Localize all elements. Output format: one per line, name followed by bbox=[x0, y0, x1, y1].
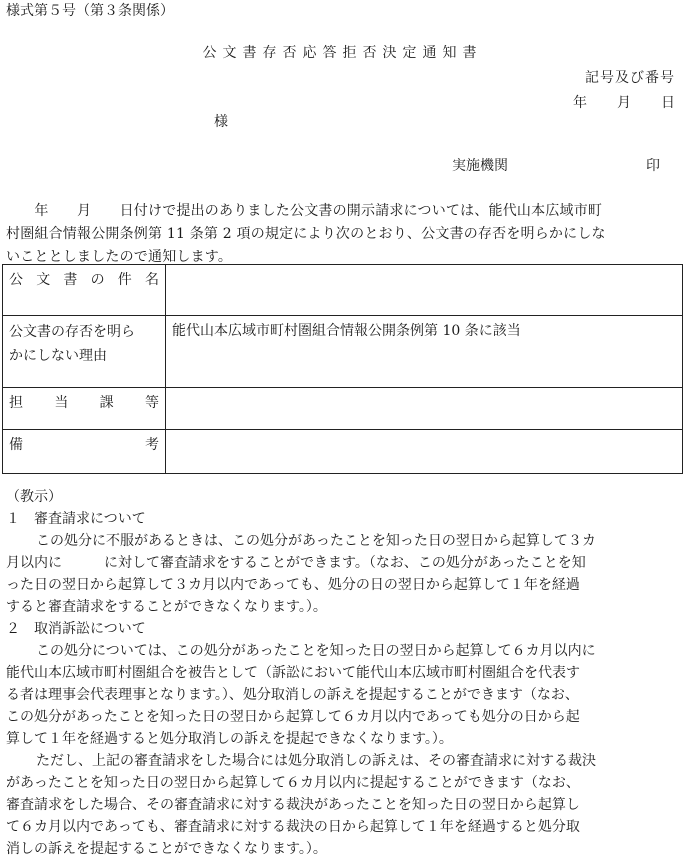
date-day: 日 bbox=[661, 95, 675, 111]
item2-line: ただし、上記の審査請求をした場合には処分取消しの訴えは、その審査請求に対する裁決 bbox=[36, 753, 596, 769]
item2-line: 審査請求をした場合、その審査請求に対する裁決があったことを知った日の翌日から起算し bbox=[6, 797, 580, 813]
item2-line: る者は理事会代表理事となります。）、処分取消しの訴えを提起することができます（なお、 bbox=[6, 687, 579, 703]
table-row-remarks bbox=[3, 430, 683, 474]
value-document-name bbox=[166, 265, 683, 316]
item1-line: った日の翌日から起算して３カ月以内であっても、処分の日の翌日から起算して１年を経過 bbox=[6, 577, 580, 593]
intro-line: 村圏組合情報公開条例第 11 条第 2 項の規定により次のとおり、公文書の存否を明らかにしな bbox=[6, 226, 606, 242]
intro-line: いこととしましたので通知します。 bbox=[6, 249, 233, 265]
intro-line: 年 月 日付けで提出のありました公文書の開示請求については、能代山本広域市町 bbox=[6, 203, 603, 219]
table-row-department bbox=[3, 388, 683, 430]
value-department bbox=[166, 388, 683, 430]
notice-form-table bbox=[2, 264, 683, 474]
item1-line: 月以内に に対して審査請求をすることができます。（なお、この処分があったことを知 bbox=[6, 555, 586, 571]
item2-line: 能代山本広域市町村圏組合を被告として（訴訟において能代山本広域市町村圏組合を代表す bbox=[6, 665, 580, 681]
item2-line: 消しの訴えを提起することができなくなります。）。 bbox=[6, 841, 327, 857]
label-remarks: 備 考 bbox=[3, 430, 166, 474]
label-department: 担 当 課 等 bbox=[3, 388, 166, 430]
reference-number-label: 記号及び番号 bbox=[585, 70, 675, 86]
item2-line: て６カ月以内であっても、審査請求に対する裁決の日から起算して１年を経過すると処分取 bbox=[6, 819, 580, 835]
table-row-document-name bbox=[3, 265, 683, 316]
value-reason: 能代山本広域市町村圏組合情報公開条例第 10 条に該当 bbox=[166, 316, 683, 388]
addressee-suffix: 様 bbox=[214, 114, 228, 130]
instruction-heading: （教示） bbox=[6, 489, 62, 505]
table-row-reason bbox=[3, 316, 683, 388]
item2-line: があったことを知った日の翌日から起算して６カ月以内に提起することができます（なお、 bbox=[6, 775, 580, 791]
intro-paragraph bbox=[6, 200, 679, 269]
label-document-name: 公 文 書 の 件 名 bbox=[3, 265, 166, 316]
item1-line: この処分に不服があるときは、この処分があったことを知った日の翌日から起算して３カ bbox=[36, 533, 596, 549]
item2-line: 算して１年を経過すると処分取消しの訴えを提起できなくなります。）。 bbox=[6, 731, 453, 747]
item2-title: ２ 取消訴訟について bbox=[6, 621, 146, 637]
seal-mark: 印 bbox=[646, 158, 660, 174]
label-reason: 公文書の存否を明ら かにしない理由 bbox=[3, 316, 166, 388]
document-title: 公文書存否応答拒否決定通知書 bbox=[202, 45, 483, 61]
item1-title: １ 審査請求について bbox=[6, 511, 146, 527]
date-line bbox=[573, 92, 675, 112]
item2-line: この処分については、この処分があったことを知った日の翌日から起算して６カ月以内に bbox=[36, 643, 596, 659]
form-number-label: 様式第５号（第３条関係） bbox=[6, 3, 174, 19]
date-month: 月 bbox=[617, 95, 631, 111]
value-remarks bbox=[166, 430, 683, 474]
instruction-section bbox=[6, 486, 681, 860]
date-year: 年 bbox=[573, 95, 587, 111]
item1-line: すると審査請求をすることができなくなります。）。 bbox=[6, 599, 327, 615]
item2-line: この処分があったことを知った日の翌日から起算して６カ月以内であっても処分の日から起 bbox=[6, 709, 580, 725]
implementing-agency-label: 実施機関 bbox=[452, 158, 508, 174]
